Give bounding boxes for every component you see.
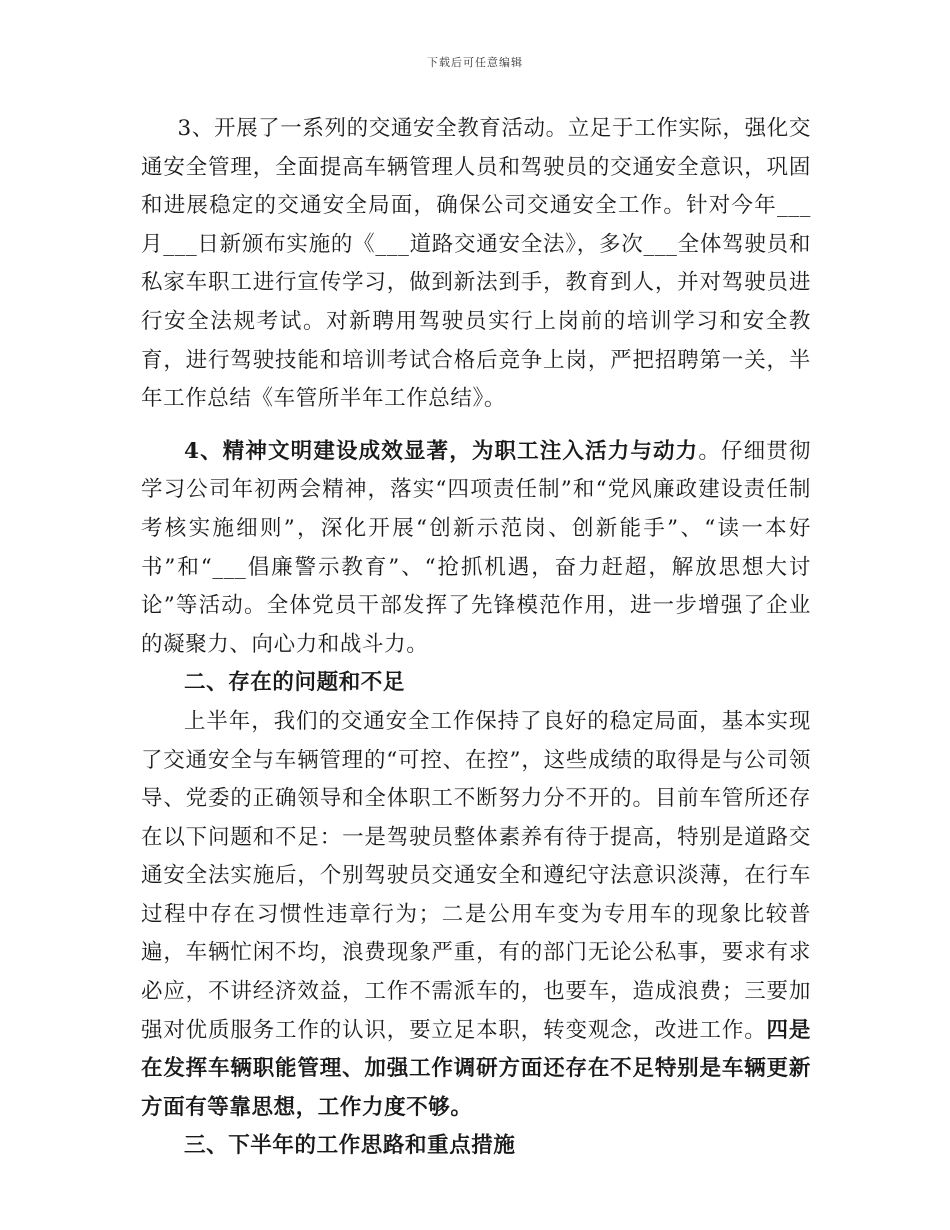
paragraph-lead-bold: 4、精神文明建设成效显著，为职工注入活力与动力	[184, 438, 699, 464]
section-heading-problems: 二、存在的问题和不足	[184, 670, 406, 696]
paragraph-traffic-safety-education	[141, 110, 811, 419]
paragraph-spiritual-civilization	[141, 433, 811, 665]
paragraph-problems	[141, 703, 811, 1128]
section-heading-plans: 三、下半年的工作思路和重点措施	[184, 1133, 516, 1159]
paragraph-text: 。仔细贯彻学习公司年初两会精神，落实“四项责任制”和“党风廉政建设责任制考核实施细则”，深化开展“创新示范岗、创新能手”、“读一本好书”和“___倡廉警示教育”、“抢抓机遇，奋力赶超，解放思想大讨论”等活动。全体党员干部发挥了先锋模范作用，进一步增强了企业的凝聚力、向心力和战斗力。	[141, 438, 811, 657]
paragraph-text: 上半年，我们的交通安全工作保持了良好的稳定局面，基本实现了交通安全与车辆管理的“可控、在控”，这些成绩的取得是与公司领导、党委的正确领导和全体职工不断努力分不开的。目前车管所还存在以下问题和不足：一是驾驶员整体素养有待于提高，特别是道路交通安全法实施后，个别驾驶员交通安全和遵纪守法意识淡薄，在行车过程中存在习惯性违章行为；二是公用车变为专用车的现象比较普遍，车辆忙闲不均，浪费现象严重，有的部门无论公私事，要求有求必应，不讲经济效益，工作不需派车的，也要车，造成浪费；三要加强对优质服务工作的认识，要立足本职，转变观念，改进工作。	[141, 708, 811, 1043]
paragraph-tail-bold: 四是在发挥车辆职能管理、加强工作调研方面还存在不足特别是车辆更新方面有等靠思想，工作力度不够。	[141, 1017, 811, 1120]
paragraph-text: 3、开展了一系列的交通安全教育活动。立足于工作实际，强化交通安全管理，全面提高车辆管理人员和驾驶员的交通安全意识，巩固和进展稳定的交通安全局面，确保公司交通安全工作。针对今年___月___日新颁布实施的《___道路交通安全法》，多次___全体驾驶员和私家车职工进行宣传学习，做到新法到手，教育到人，并对驾驶员进行安全法规考试。对新聘用驾驶员实行上岗前的培训学习和安全教育，进行驾驶技能和培训考试合格后竞争上岗，严把招聘第一关，半年工作总结《车管所半年工作总结》。	[141, 116, 811, 412]
document-body	[141, 110, 811, 1166]
page-header: 下载后可任意编辑	[427, 56, 523, 69]
